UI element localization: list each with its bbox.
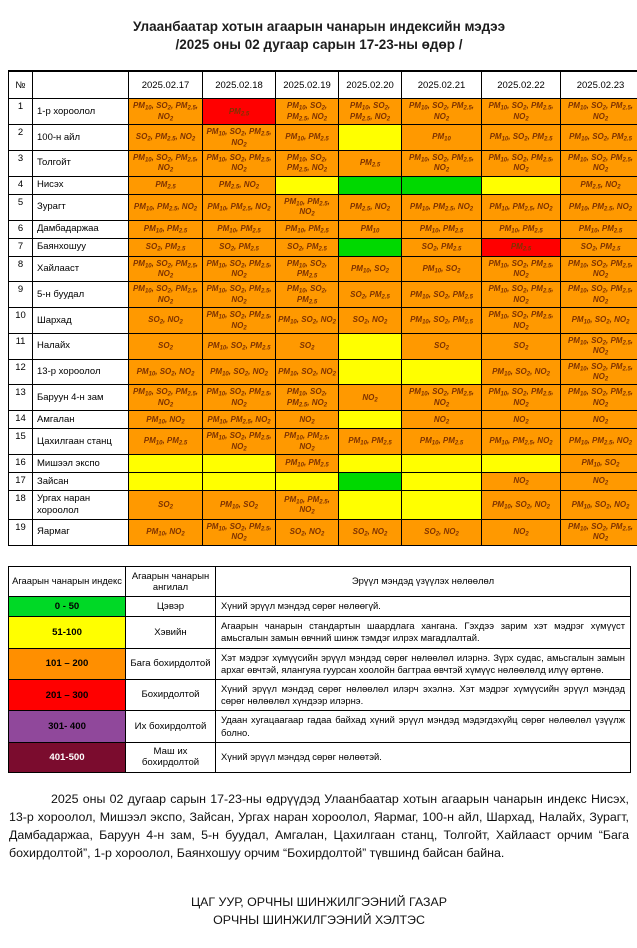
aqi-cell [203,455,276,473]
aqi-cell: $PM_{10}$, $PM_{2.5}$ [129,429,203,455]
aqi-cell: $NO_2$ [482,519,561,545]
row-number-cell: 6 [9,220,33,238]
aqi-cell [339,238,402,256]
aqi-cell: $SO_2$ [129,491,203,520]
row-number-cell: 16 [9,455,33,473]
row-number-cell: 4 [9,176,33,194]
aqi-cell: $PM_{10}$, $SO_2$, $PM_{2.5}$, $NO_2$ [561,99,637,125]
legend-classification-cell: Цэвэр [126,597,216,617]
location-name-cell: 13-р хороолол [33,359,129,385]
aqi-cell: $PM_{10}$, $PM_{2.5}$ [402,220,482,238]
aqi-cell: $SO_2$, $NO_2$ [129,308,203,334]
legend-header-row [9,566,631,597]
row-number-cell: 19 [9,519,33,545]
aqi-table-body [9,99,637,545]
location-name-cell: Зайсан [33,473,129,491]
row-number-cell: 18 [9,491,33,520]
table-row [9,411,637,429]
summary-paragraph: 2025 оны 02 дугаар сарын 17-23-ны өдрүүдэд Улаанбаатар хотын агаарын чанарын индекс Нисэх, 13-р хороолол, Мишээл экспо, Зайсан, Ургах наран хороолол, Яармаг, 100-н айл, Шархад, Налайх, Зурагт, Дамбадаржаа, Баруун 4-н зам, 5-н буудал, Амгалан, Цахилгаан станц, Толгойт, Хайлааст орчим “Бага бохирдолтой”, 1-р хороолол, Баянхошуу орчим “Бохирдолтой” түвшинд байсан байна. [9,791,629,863]
report-title-block [8,18,630,54]
aqi-cell: $PM_{10}$, $PM_{2.5}$, $NO_2$ [402,194,482,220]
aqi-cell [276,473,339,491]
legend-col-header: Агаарын чанарын индекс [9,566,126,597]
location-name-cell: Толгойт [33,151,129,177]
aqi-cell [339,176,402,194]
col-header-date: 2025.02.23 [561,71,637,99]
aqi-cell: $PM_{10}$, $SO_2$ [339,256,402,282]
aqi-cell: $PM_{10}$, $PM_{2.5}$, $NO_2$ [276,194,339,220]
table-row [9,333,637,359]
aqi-cell: $PM_{10}$, $SO_2$, $PM_{2.5}$, $NO_2$ [129,256,203,282]
table-row [9,220,637,238]
col-header-date: 2025.02.17 [129,71,203,99]
table-row [9,473,637,491]
legend-row [9,742,631,772]
location-name-cell: Шархад [33,308,129,334]
legend-effect-cell: Удаан хугацаагаар гадаа байхад хүний эрүүл мэндэд мэдэгдэхүйц сөрөг нөлөөлөл үзүүлж болно. [216,711,631,742]
aqi-cell: $PM_{10}$, $SO_2$, $PM_{2.5}$, $NO_2$ [402,99,482,125]
aqi-cell: $PM_{10}$, $PM_{2.5}$, $NO_2$ [276,491,339,520]
aqi-cell: $SO_2$, $NO_2$ [402,519,482,545]
legend-table [8,566,631,773]
table-row [9,359,637,385]
aqi-cell: $SO_2$, $PM_{2.5}$ [203,238,276,256]
aqi-cell: $PM_{10}$, $PM_{2.5}$ [129,220,203,238]
aqi-cell: $PM_{2.5}$, $NO_2$ [339,194,402,220]
aqi-cell: $PM_{10}$, $NO_2$ [129,519,203,545]
aqi-cell: $SO_2$, $PM_{2.5}$ [276,238,339,256]
aqi-cell [339,359,402,385]
aqi-cell [482,455,561,473]
aqi-cell: $NO_2$ [482,473,561,491]
aqi-cell: $SO_2$ [129,333,203,359]
aqi-cell: $PM_{10}$, $PM_{2.5}$, $NO_2$ [203,411,276,429]
legend-classification-cell: Бохирдолтой [126,679,216,710]
aqi-cell: $PM_{2.5}$, $NO_2$ [203,176,276,194]
legend-effect-cell: Хүний эрүүл мэндэд сөрөг нөлөөтэй. [216,742,631,772]
aqi-cell: $PM_{10}$, $SO_2$, $PM_{2.5}$, $NO_2$ [482,282,561,308]
aqi-cell: $PM_{10}$, $SO_2$, $PM_{2.5}$, $NO_2$ [276,99,339,125]
legend-range-cell: 301- 400 [9,711,126,742]
table-row [9,256,637,282]
aqi-cell: $NO_2$ [561,473,637,491]
legend-effect-cell: Хэт мэдрэг хүмүүсийн эрүүл мэндэд сөрөг нөлөөлөл илэрнэ. Зүрх судас, амьсгалын замын архаг өвчтэй, ялангуяа гуурсан хоолойн багтраа өвчтэй хүмүүс нөлөөлөлд илүү өртөнө. [216,648,631,679]
aqi-cell: $PM_{10}$, $SO_2$ [203,491,276,520]
aqi-cell: $PM_{10}$, $PM_{2.5}$ [203,220,276,238]
aqi-cell: $PM_{10}$, $PM_{2.5}$, $NO_2$ [203,194,276,220]
table-row [9,282,637,308]
aqi-cell: $PM_{10}$, $SO_2$, $NO_2$ [276,359,339,385]
row-number-cell: 11 [9,333,33,359]
legend-range-cell: 51-100 [9,617,126,648]
legend-classification-cell: Их бохирдолтой [126,711,216,742]
aqi-cell [339,125,402,151]
aqi-cell: $PM_{10}$, $PM_{2.5}$, $NO_2$ [129,194,203,220]
aqi-cell: $PM_{10}$, $SO_2$, $PM_{2.5}$, $NO_2$ [482,308,561,334]
aqi-cell: $PM_{10}$, $SO_2$, $PM_{2.5}$, $NO_2$ [203,125,276,151]
legend-table-header [9,566,631,597]
aqi-cell: $PM_{10}$, $SO_2$, $PM_{2.5}$, $NO_2$ [482,256,561,282]
row-number-cell: 10 [9,308,33,334]
legend-range-cell: 401-500 [9,742,126,772]
table-row [9,176,637,194]
row-number-cell: 8 [9,256,33,282]
location-name-cell: Хайлааст [33,256,129,282]
aqi-cell [402,176,482,194]
aqi-cell: $SO_2$, $PM_{2.5}$ [561,238,637,256]
aqi-cell: $PM_{2.5}$, $NO_2$ [561,176,637,194]
aqi-cell [402,455,482,473]
legend-row [9,617,631,648]
location-name-cell: Баруун 4-н зам [33,385,129,411]
location-name-cell: Мишээл экспо [33,455,129,473]
aqi-cell: $PM_{10}$, $PM_{2.5}$, $NO_2$ [482,194,561,220]
aqi-cell: $PM_{10}$, $SO_2$, $NO_2$ [482,491,561,520]
aqi-cell: $PM_{10}$, $SO_2$, $NO_2$ [129,359,203,385]
aqi-cell [402,359,482,385]
aqi-cell: $PM_{10}$, $SO_2$, $PM_{2.5}$ [203,333,276,359]
col-header-date: 2025.02.19 [276,71,339,99]
aqi-cell [482,176,561,194]
legend-col-header: Агаарын чанарын ангилал [126,566,216,597]
aqi-cell: $NO_2$ [561,411,637,429]
aqi-cell: $PM_{10}$, $PM_{2.5}$, $NO_2$ [561,194,637,220]
aqi-cell: $PM_{10}$, $SO_2$, $PM_{2.5}$, $NO_2$ [402,385,482,411]
aqi-cell: $PM_{10}$, $SO_2$, $PM_{2.5}$, $NO_2$ [129,282,203,308]
aqi-cell: $PM_{10}$, $SO_2$, $PM_{2.5}$, $NO_2$ [129,385,203,411]
footer-org-line2: ОРЧНЫ ШИНЖИЛГЭЭНИЙ ХЭЛТЭС [8,911,630,930]
aqi-cell: $SO_2$ [276,333,339,359]
aqi-cell [339,333,402,359]
aqi-cell: $PM_{2.5}$ [482,238,561,256]
aqi-cell: $PM_{10}$, $SO_2$, $PM_{2.5}$, $NO_2$ [203,429,276,455]
aqi-cell: $SO_2$ [402,333,482,359]
aqi-cell: $PM_{10}$, $SO_2$, $PM_{2.5}$, $NO_2$ [561,282,637,308]
aqi-cell: $PM_{10}$, $SO_2$, $PM_{2.5}$ [561,125,637,151]
aqi-cell: $PM_{10}$, $SO_2$, $PM_{2.5}$, $NO_2$ [561,333,637,359]
aqi-table [8,70,637,545]
aqi-cell: $PM_{10}$, $SO_2$, $NO_2$ [276,308,339,334]
col-header-date: 2025.02.20 [339,71,402,99]
col-header-location [33,71,129,99]
row-number-cell: 2 [9,125,33,151]
table-row [9,491,637,520]
col-header-date: 2025.02.18 [203,71,276,99]
aqi-cell: $PM_{2.5}$ [339,151,402,177]
aqi-cell: $PM_{10}$, $SO_2$, $PM_{2.5}$ [402,308,482,334]
aqi-cell [339,411,402,429]
aqi-cell [339,491,402,520]
aqi-cell: $PM_{10}$, $PM_{2.5}$ [276,455,339,473]
table-row [9,455,637,473]
table-row [9,308,637,334]
aqi-cell: $PM_{10}$, $SO_2$, $NO_2$ [203,359,276,385]
aqi-cell: $SO_2$, $PM_{2.5}$, $NO_2$ [129,125,203,151]
row-number-cell: 7 [9,238,33,256]
row-number-cell: 3 [9,151,33,177]
aqi-cell [339,455,402,473]
location-name-cell: 100-н айл [33,125,129,151]
legend-row [9,648,631,679]
aqi-cell: $PM_{10}$, $SO_2$, $PM_{2.5}$, $NO_2$ [203,308,276,334]
aqi-cell: $PM_{10}$, $PM_{2.5}$, $NO_2$ [561,429,637,455]
row-number-cell: 14 [9,411,33,429]
table-row [9,151,637,177]
aqi-cell: $PM_{10}$ [339,220,402,238]
aqi-cell: $PM_{10}$, $PM_{2.5}$, $NO_2$ [276,429,339,455]
aqi-cell: $SO_2$ [482,333,561,359]
aqi-cell: $PM_{10}$, $SO_2$, $PM_{2.5}$, $NO_2$ [561,519,637,545]
legend-classification-cell: Маш их бохирдолтой [126,742,216,772]
aqi-cell: $SO_2$, $PM_{2.5}$ [402,238,482,256]
aqi-cell: $PM_{10}$, $SO_2$, $PM_{2.5}$, $NO_2$ [129,99,203,125]
aqi-table-header [9,71,637,99]
legend-table-body [9,597,631,773]
aqi-cell [402,473,482,491]
row-number-cell: 5 [9,194,33,220]
legend-classification-cell: Бага бохирдолтой [126,648,216,679]
aqi-cell: $PM_{10}$, $PM_{2.5}$ [561,220,637,238]
aqi-cell: $NO_2$ [339,385,402,411]
aqi-cell: $PM_{10}$, $SO_2$, $PM_{2.5}$, $NO_2$ [203,385,276,411]
row-number-cell: 13 [9,385,33,411]
table-row [9,385,637,411]
location-name-cell: 1-р хороолол [33,99,129,125]
table-row [9,125,637,151]
footer-org-line1: ЦАГ УУР, ОРЧНЫ ШИНЖИЛГЭЭНИЙ ГАЗАР [8,893,630,912]
legend-effect-cell: Хүний эрүүл мэндэд сөрөг нөлөөгүй. [216,597,631,617]
legend-range-cell: 0 - 50 [9,597,126,617]
location-name-cell: Зурагт [33,194,129,220]
aqi-cell: $PM_{10}$, $SO_2$, $NO_2$ [482,359,561,385]
aqi-cell: $PM_{10}$, $SO_2$, $PM_{2.5}$, $NO_2$ [276,151,339,177]
aqi-cell: $PM_{2.5}$ [129,176,203,194]
aqi-cell: $PM_{10}$, $SO_2$, $PM_{2.5}$, $NO_2$ [561,151,637,177]
aqi-cell: $PM_{10}$, $SO_2$ [561,455,637,473]
aqi-cell: $PM_{10}$, $PM_{2.5}$ [482,220,561,238]
aqi-cell [339,473,402,491]
table-row [9,429,637,455]
legend-effect-cell: Хүний эрүүл мэндэд сөрөг нөлөөлөл илэрч эхэлнэ. Хэт мэдрэг хүмүүсийн эрүүл мэндэд сөрөг нөлөөлөл хүндээр илэрнэ. [216,679,631,710]
aqi-cell: $NO_2$ [276,411,339,429]
aqi-cell: $SO_2$, $NO_2$ [276,519,339,545]
aqi-cell: $PM_{10}$, $PM_{2.5}$, $NO_2$ [482,429,561,455]
location-name-cell: Баянхошуу [33,238,129,256]
row-number-cell: 17 [9,473,33,491]
location-name-cell: Налайх [33,333,129,359]
aqi-cell: $NO_2$ [402,411,482,429]
aqi-cell: $PM_{10}$, $SO_2$, $PM_{2.5}$ [402,282,482,308]
aqi-cell: $PM_{10}$, $SO_2$, $PM_{2.5}$, $NO_2$ [561,359,637,385]
aqi-cell: $SO_2$, $NO_2$ [339,308,402,334]
table-row [9,519,637,545]
aqi-cell: $PM_{10}$, $SO_2$, $PM_{2.5}$, $NO_2$ [203,519,276,545]
aqi-cell: $PM_{10}$, $SO_2$, $NO_2$ [561,308,637,334]
location-name-cell: 5-н буудал [33,282,129,308]
aqi-cell: $PM_{10}$, $SO_2$, $PM_{2.5}$ [276,282,339,308]
aqi-cell: $PM_{10}$, $SO_2$, $PM_{2.5}$, $NO_2$ [482,385,561,411]
aqi-cell: $PM_{10}$, $SO_2$, $PM_{2.5}$, $NO_2$ [203,256,276,282]
aqi-cell: $SO_2$, $PM_{2.5}$ [129,238,203,256]
aqi-cell: $PM_{10}$, $PM_{2.5}$ [402,429,482,455]
aqi-cell: $PM_{10}$, $SO_2$ [402,256,482,282]
aqi-cell: $PM_{10}$, $SO_2$, $PM_{2.5}$, $NO_2$ [129,151,203,177]
aqi-cell [402,491,482,520]
legend-section [8,566,630,773]
aqi-cell: $NO_2$ [482,411,561,429]
col-header-date: 2025.02.22 [482,71,561,99]
legend-range-cell: 201 – 300 [9,679,126,710]
report-period: /2025 оны 02 дугаар сарын 17-23-ны өдөр / [8,36,630,54]
table-row [9,194,637,220]
col-header-number: № [9,71,33,99]
aqi-cell: $PM_{10}$, $SO_2$, $PM_{2.5}$, $NO_2$ [203,282,276,308]
location-name-cell: Нисэх [33,176,129,194]
legend-col-header: Эрүүл мэндэд үзүүлэх нөлөөлөл [216,566,631,597]
aqi-cell: $PM_{10}$ [402,125,482,151]
aqi-cell: $PM_{10}$, $SO_2$, $PM_{2.5}$, $NO_2$ [482,151,561,177]
location-name-cell: Яармаг [33,519,129,545]
aqi-cell: $PM_{10}$, $SO_2$, $PM_{2.5}$, $NO_2$ [203,151,276,177]
location-name-cell: Амгалан [33,411,129,429]
aqi-cell [129,473,203,491]
row-number-cell: 1 [9,99,33,125]
legend-effect-cell: Агаарын чанарын стандартын шаардлага хангана. Гэхдээ зарим хэт мэдрэг хүмүүст амьсгалын замын өвчний шинж тэмдэг илрэх магадлалтай. [216,617,631,648]
col-header-date: 2025.02.21 [402,71,482,99]
legend-range-cell: 101 – 200 [9,648,126,679]
aqi-cell [203,473,276,491]
aqi-cell [276,176,339,194]
aqi-cell: $PM_{10}$, $SO_2$, $PM_{2.5}$, $NO_2$ [276,385,339,411]
location-name-cell: Ургах наран хороолол [33,491,129,520]
page-title: Улаанбаатар хотын агаарын чанарын индексийн мэдээ [8,18,630,36]
legend-classification-cell: Хэвийн [126,617,216,648]
aqi-cell: $PM_{10}$, $SO_2$, $PM_{2.5}$ [482,125,561,151]
aqi-cell: $PM_{10}$, $SO_2$, $PM_{2.5}$, $NO_2$ [561,256,637,282]
footer-org-block [8,893,630,930]
table-row [9,99,637,125]
row-number-cell: 12 [9,359,33,385]
aqi-cell: $PM_{10}$, $SO_2$, $PM_{2.5}$, $NO_2$ [561,385,637,411]
aqi-cell: $PM_{10}$, $PM_{2.5}$ [276,125,339,151]
aqi-cell: $PM_{10}$, $PM_{2.5}$ [339,429,402,455]
aqi-cell [129,455,203,473]
aqi-cell: $PM_{10}$, $SO_2$, $NO_2$ [561,491,637,520]
legend-row [9,597,631,617]
aqi-cell: $PM_{2.5}$ [203,99,276,125]
location-name-cell: Дамбадаржаа [33,220,129,238]
aqi-cell: $PM_{10}$, $SO_2$, $PM_{2.5}$, $NO_2$ [339,99,402,125]
aqi-cell: $SO_2$, $PM_{2.5}$ [339,282,402,308]
legend-row [9,711,631,742]
location-name-cell: Цахилгаан станц [33,429,129,455]
aqi-cell: $PM_{10}$, $SO_2$, $PM_{2.5}$, $NO_2$ [482,99,561,125]
aqi-cell: $PM_{10}$, $PM_{2.5}$ [276,220,339,238]
legend-row [9,679,631,710]
row-number-cell: 9 [9,282,33,308]
aqi-cell: $PM_{10}$, $SO_2$, $PM_{2.5}$, $NO_2$ [402,151,482,177]
aqi-header-row [9,71,637,99]
table-row [9,238,637,256]
aqi-cell: $PM_{10}$, $SO_2$, $PM_{2.5}$ [276,256,339,282]
aqi-cell: $SO_2$, $NO_2$ [339,519,402,545]
aqi-cell: $PM_{10}$, $NO_2$ [129,411,203,429]
row-number-cell: 15 [9,429,33,455]
